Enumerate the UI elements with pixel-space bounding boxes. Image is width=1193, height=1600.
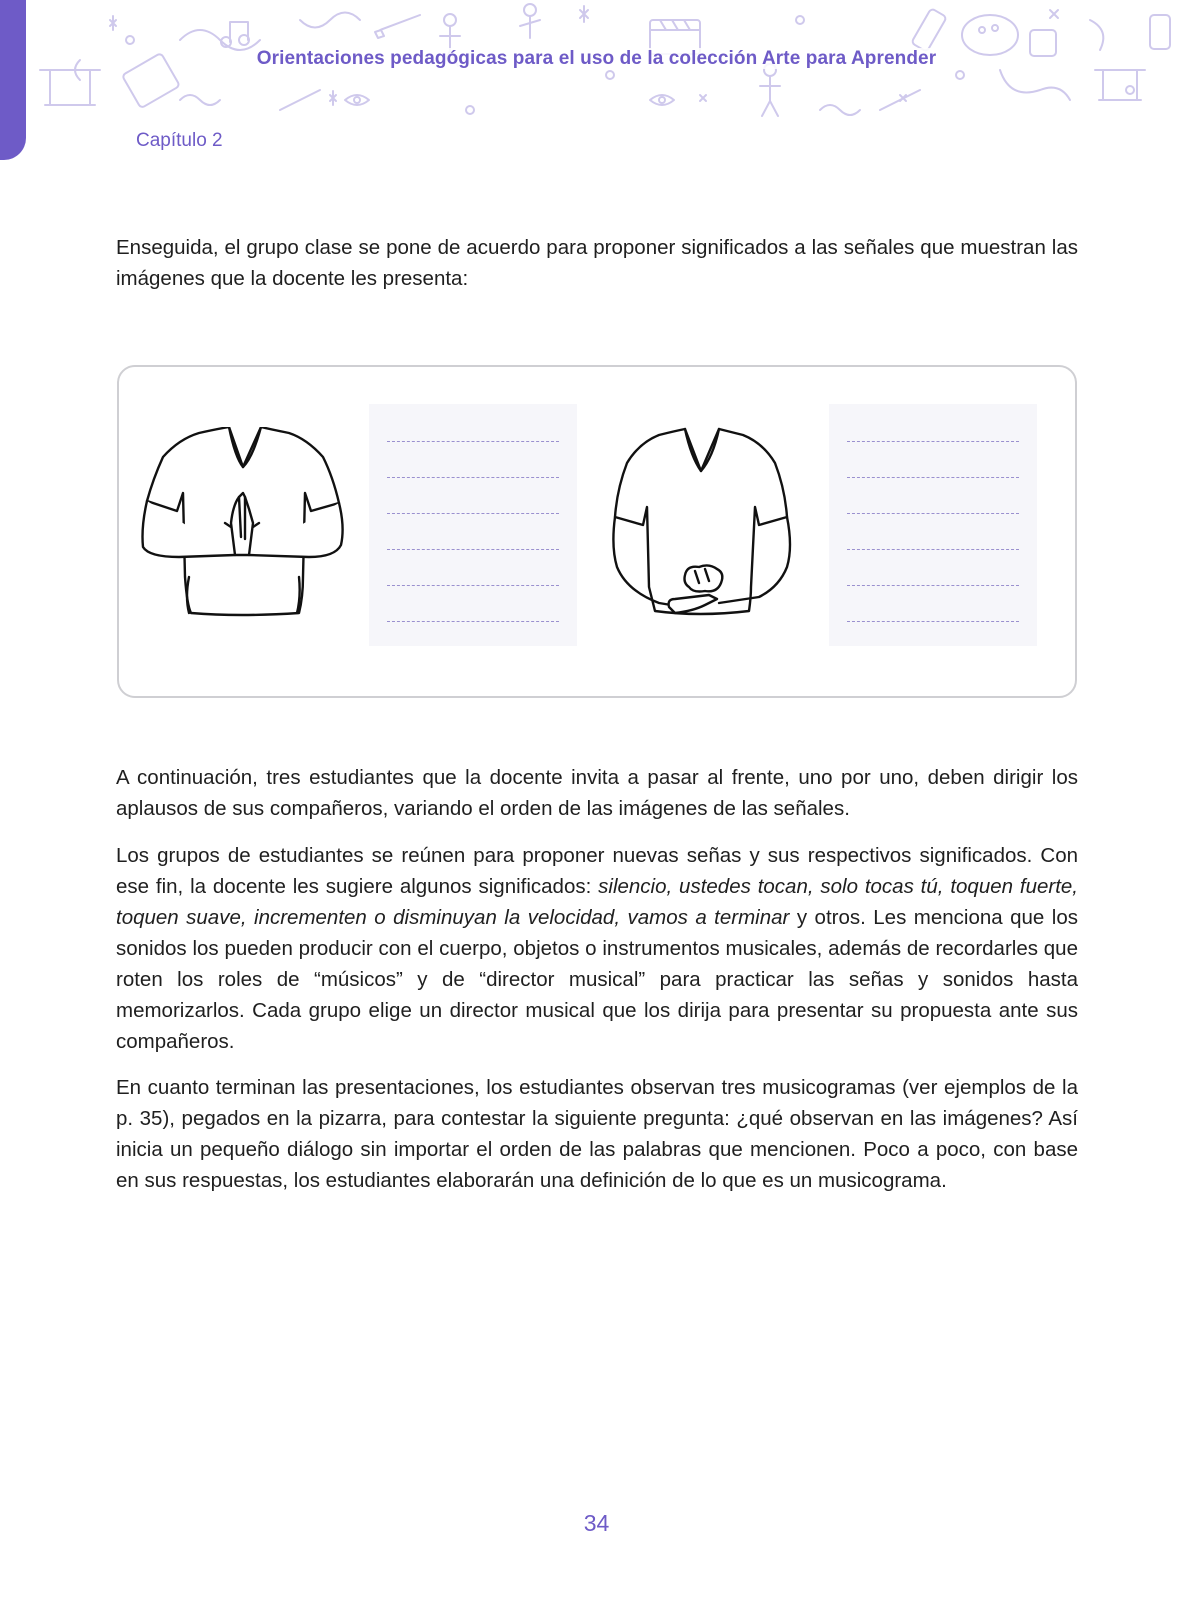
applause-paragraph: A continuación, tres estudiantes que la docente invita a pasar al frente, uno por uno, deben dirigir los aplausos de sus compañeros, variando el orden de las imágenes de las señales. (116, 766, 1078, 820)
signals-paragraph (116, 840, 1078, 1057)
answer-line (387, 585, 559, 586)
answer-line (847, 549, 1019, 550)
answer-line (387, 441, 559, 442)
answer-line (387, 549, 559, 550)
answer-line (847, 477, 1019, 478)
signals-paragraph-examples: silencio, ustedes tocan, solo tocas tú, toquen fuerte, toquen suave, incrementen o disminuyan la velocidad, vamos a terminar (116, 875, 1078, 929)
page-number: 34 (583, 1510, 610, 1536)
hands-together-illustration (139, 427, 349, 627)
signals-paragraph-start: Los grupos de estudiantes se reúnen para proponer nuevas señas y sus respectivos significados. Con ese fin, la docente les sugiere algunos significados: (116, 844, 1078, 898)
answer-panel-1[interactable] (369, 404, 577, 646)
answer-line (847, 441, 1019, 442)
signal-figure-box (117, 365, 1077, 698)
answer-line (387, 513, 559, 514)
answer-line (847, 621, 1019, 622)
signals-paragraph-end: y otros. Les menciona que los sonidos los pueden producir con el cuerpo, objetos o instrumentos musicales, además de recordarles que roten los roles de “músicos” y de “director musical” para practicar las señas y sonidos hasta memorizarlos. Cada grupo elige un director musical que los dirija para presentar su propuesta ante sus compañeros. (116, 906, 1078, 1053)
answer-line (847, 585, 1019, 586)
running-header-title: Orientaciones pedagógicas para el uso de la colección Arte para Aprender (253, 48, 940, 69)
answer-panel-2[interactable] (829, 404, 1037, 646)
musicogram-paragraph: En cuanto terminan las presentaciones, los estudiantes observan tres musicogramas (ver ejemplos de la p. 35), pegados en la pizarra, para contestar la siguiente pregunta: ¿qué observan en las imágenes? Así inicia un pequeño diálogo sin importar el orden de las palabras que mencionen. Poco a poco, con base en sus respuestas, los estudiantes elaborarán una definición de lo que es un musicograma. (116, 1076, 1078, 1192)
chapter-label: Capítulo 2 (136, 130, 223, 151)
hands-clasped-illustration (609, 427, 794, 627)
running-header (0, 48, 1193, 70)
answer-line (387, 621, 559, 622)
answer-line (387, 477, 559, 478)
answer-line (847, 513, 1019, 514)
intro-paragraph: Enseguida, el grupo clase se pone de acuerdo para proponer significados a las señales que muestran las imágenes que la docente les presenta: (116, 236, 1078, 290)
